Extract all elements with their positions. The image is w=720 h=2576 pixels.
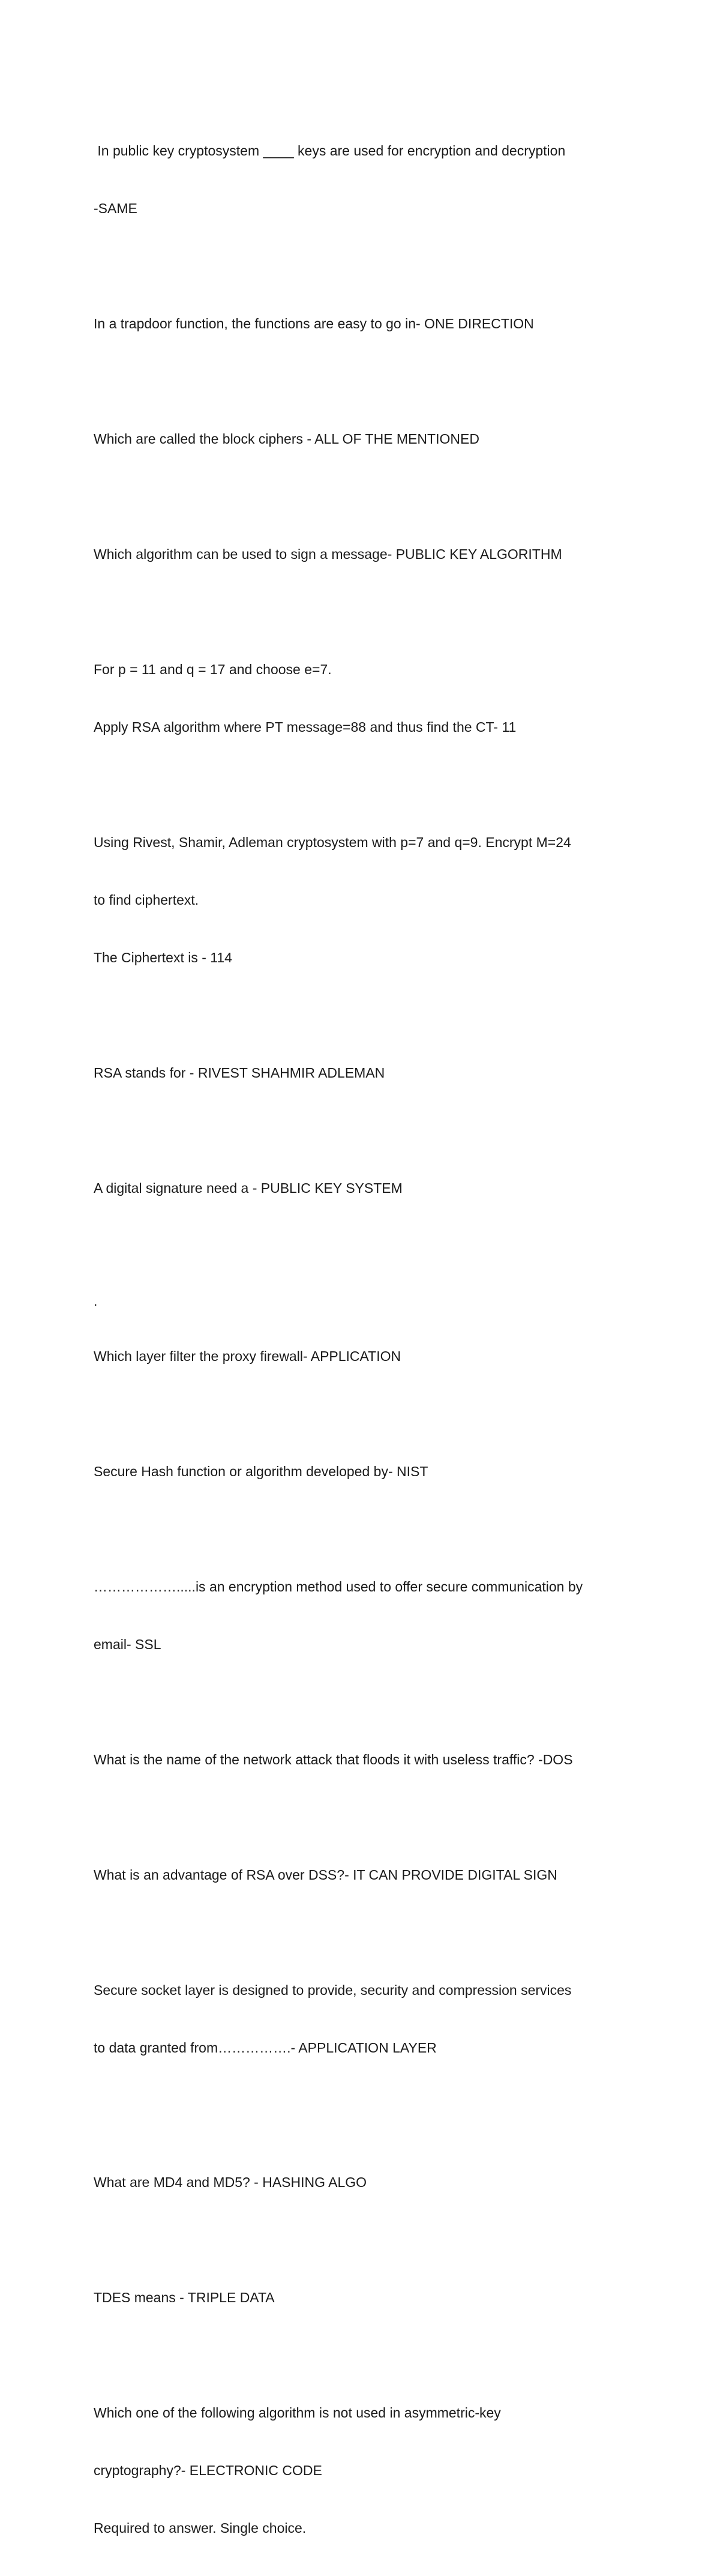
text-line: In a trapdoor function, the functions are easy to go in- ONE DIRECTION <box>94 316 534 331</box>
qa-item <box>94 794 646 1006</box>
qa-item <box>94 1255 646 1404</box>
qa-item <box>94 1025 646 1121</box>
text-line: to data granted from…………….- APPLICATION LAYER <box>94 2040 437 2056</box>
qa-item <box>94 1539 646 1692</box>
text-line: email- SSL <box>94 1636 161 1652</box>
text-line: Which are called the block ciphers - ALL OF THE MENTIONED <box>94 431 479 447</box>
document-body <box>94 103 646 2576</box>
text-line: Secure Hash function or algorithm developed by- NIST <box>94 1464 428 1479</box>
text-line: A digital signature need a - PUBLIC KEY SYSTEM <box>94 1180 403 1196</box>
qa-item <box>94 1423 646 1519</box>
qa-item <box>94 1942 646 2096</box>
qa-item <box>94 621 646 775</box>
text-line: Secure socket layer is designed to provide, security and compression services <box>94 1982 572 1998</box>
text-line: In public key cryptosystem ____ keys are used for encryption and decryption <box>94 143 566 158</box>
text-line: Required to answer. Single choice. <box>94 2520 307 2536</box>
text-line: What is the name of the network attack that floods it with useless traffic? -DOS <box>94 1752 573 1767</box>
qa-item <box>94 2249 646 2345</box>
qa-item <box>94 2134 646 2230</box>
text-line: . <box>94 1293 98 1309</box>
text-line: -SAME <box>94 201 137 216</box>
qa-item <box>94 276 646 372</box>
qa-item <box>94 103 646 256</box>
text-line: Apply RSA algorithm where PT message=88 and thus find the CT- 11 <box>94 719 517 735</box>
text-line: What are MD4 and MD5? - HASHING ALGO <box>94 2174 367 2190</box>
text-line: For p = 11 and q = 17 and choose e=7. <box>94 662 332 677</box>
qa-item <box>94 2365 646 2576</box>
text-line: TDES means - TRIPLE DATA <box>94 2290 275 2305</box>
text-line: Which one of the following algorithm is not used in asymmetric-key <box>94 2405 501 2421</box>
text-line: RSA stands for - RIVEST SHAHMIR ADLEMAN <box>94 1065 385 1081</box>
text-line: to find ciphertext. <box>94 892 199 908</box>
text-line: ……………….....is an encryption method used to offer secure communication by <box>94 1579 583 1594</box>
text-line: cryptography?- ELECTRONIC CODE <box>94 2463 322 2478</box>
text-line: Which algorithm can be used to sign a message- PUBLIC KEY ALGORITHM <box>94 546 562 562</box>
qa-item <box>94 1712 646 1808</box>
qa-item <box>94 1827 646 1923</box>
text-line: Using Rivest, Shamir, Adleman cryptosystem with p=7 and q=9. Encrypt M=24 <box>94 834 571 850</box>
qa-item <box>94 391 646 487</box>
text-line: Which layer filter the proxy firewall- APPLICATION <box>94 1348 401 1364</box>
qa-item <box>94 506 646 602</box>
text-line: What is an advantage of RSA over DSS?- IT CAN PROVIDE DIGITAL SIGN <box>94 1867 557 1883</box>
qa-item <box>94 1140 646 1236</box>
text-line: The Ciphertext is - 114 <box>94 950 232 965</box>
